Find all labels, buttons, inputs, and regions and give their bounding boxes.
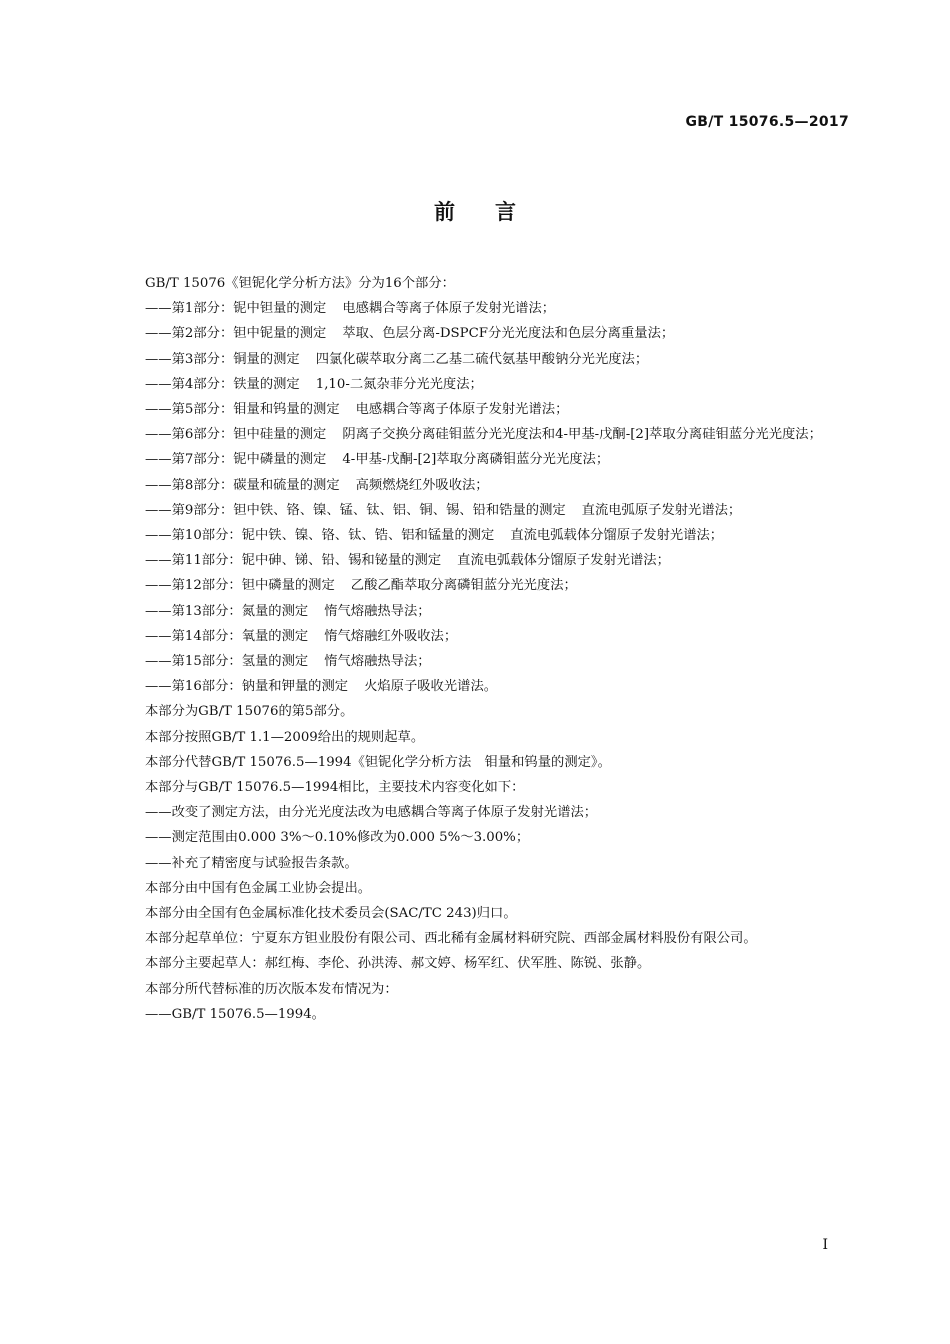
parts-list bbox=[113, 296, 851, 699]
part-item: ——第12部分：钽中磷量的测定 乙酸乙酯萃取分离磷钼蓝分光光度法； bbox=[145, 578, 577, 594]
change-item: ——改变了测定方法，由分光光度法改为电感耦合等离子体原子发射光谱法； bbox=[145, 805, 598, 821]
part-item: ——第15部分：氢量的测定 惰气熔融热导法； bbox=[145, 654, 431, 670]
change-item: ——补充了精密度与试验报告条款。 bbox=[145, 855, 358, 871]
body-paragraph: 本部分代替GB/T 15076.5—1994《钽铌化学分析方法 钼量和钨量的测定》。 bbox=[145, 754, 611, 770]
part-item: ——第3部分：铜量的测定 四氯化碳萃取分离二乙基二硫代氨基甲酸钠分光光度法； bbox=[145, 351, 649, 367]
history-item: ——GB/T 15076.5—1994。 bbox=[145, 1006, 325, 1022]
part-item: ——第8部分：碳量和硫量的测定 高频燃烧红外吸收法； bbox=[145, 477, 489, 493]
part-item: ——第14部分：氧量的测定 惰气熔融红外吸收法； bbox=[145, 628, 458, 644]
body-paragraph: 本部分主要起草人：郝红梅、李伦、孙洪涛、郝文婷、杨军红、伏军胜、陈锐、张静。 bbox=[145, 956, 651, 972]
body-paragraph: 本部分所代替标准的历次版本发布情况为： bbox=[145, 981, 398, 997]
part-item: ——第16部分：钠量和钾量的测定 火焰原子吸收光谱法。 bbox=[145, 679, 498, 695]
part-item: ——第1部分：铌中钽量的测定 电感耦合等离子体原子发射光谱法； bbox=[145, 301, 556, 317]
body-paragraph: 本部分按照GB/T 1.1—2009给出的规则起草。 bbox=[145, 729, 425, 745]
part-item: ——第2部分：钽中铌量的测定 萃取、色层分离-DSPCF分光光度法和色层分离重量法； bbox=[145, 326, 675, 342]
part-item: ——第11部分：铌中砷、锑、铅、锡和铋量的测定 直流电弧载体分馏原子发射光谱法； bbox=[145, 553, 670, 569]
body-paragraph: 本部分由中国有色金属工业协会提出。 bbox=[145, 880, 372, 896]
part-item: ——第10部分：铌中铁、镍、铬、钛、锆、铝和锰量的测定 直流电弧载体分馏原子发射光谱法； bbox=[145, 528, 724, 544]
change-item: ——测定范围由0.000 3%～0.10%修改为0.000 5%～3.00%； bbox=[145, 830, 530, 846]
intro-paragraph: GB/T 15076《钽铌化学分析方法》分为16个部分： bbox=[145, 276, 455, 291]
body-paragraph: 本部分起草单位：宁夏东方钽业股份有限公司、西北稀有金属材料研究院、西部金属材料股份有限公司。 bbox=[145, 931, 757, 947]
standard-code: GB/T 15076.5—2017 bbox=[685, 114, 849, 130]
part-item: ——第13部分：氮量的测定 惰气熔融热导法； bbox=[145, 603, 431, 619]
body-paragraph: 本部分与GB/T 15076.5—1994相比，主要技术内容变化如下： bbox=[145, 780, 525, 796]
body-paragraph: 本部分为GB/T 15076的第5部分。 bbox=[145, 704, 354, 720]
foreword-body bbox=[113, 271, 851, 1027]
part-item: ——第7部分：铌中磷量的测定 4-甲基-戊酮-[2]萃取分离磷钼蓝分光光度法； bbox=[145, 452, 610, 468]
page-number: I bbox=[822, 1237, 828, 1253]
part-item: ——第6部分：钽中硅量的测定 阴离子交换分离硅钼蓝分光光度法和4-甲基-戊酮-[2]萃取分离硅钼蓝分光光度法； bbox=[145, 427, 822, 443]
part-item: ——第4部分：铁量的测定 1,10-二氮杂菲分光光度法； bbox=[145, 376, 483, 392]
part-item: ——第5部分：钼量和钨量的测定 电感耦合等离子体原子发射光谱法； bbox=[145, 402, 569, 418]
part-item: ——第9部分：钽中铁、铬、镍、锰、钛、铝、铜、锡、铅和锆量的测定 直流电弧原子发射光谱法； bbox=[145, 502, 742, 518]
body-paragraph: 本部分由全国有色金属标准化技术委员会(SAC/TC 243)归口。 bbox=[145, 906, 517, 922]
page-title: 前言 bbox=[434, 200, 556, 224]
